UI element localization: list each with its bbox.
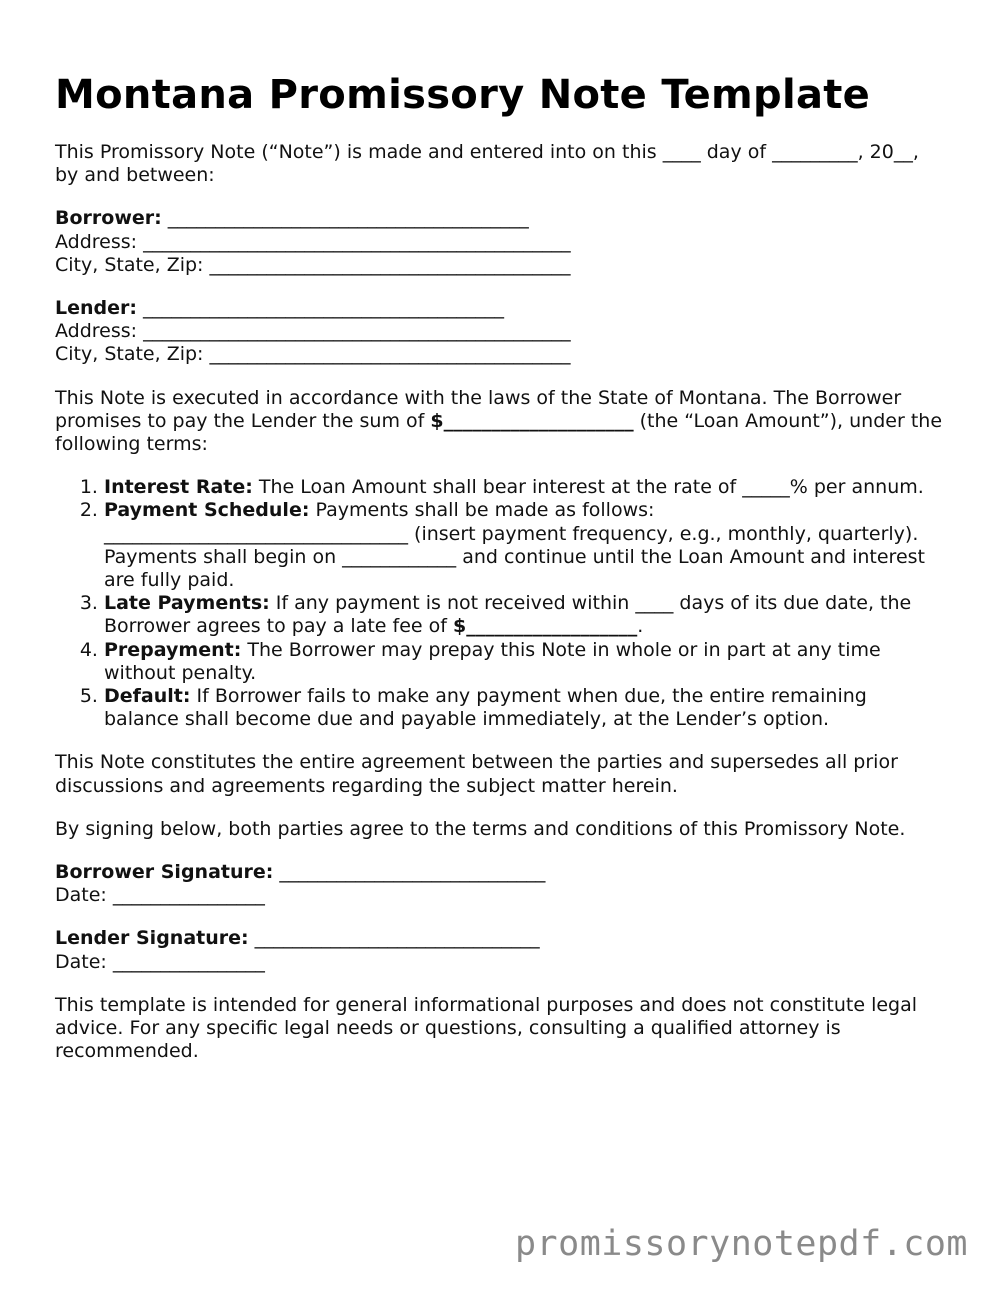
lender-signature-line xyxy=(55,927,945,950)
lender-signature-blank: ______________________________ xyxy=(248,927,540,950)
lender-signature-block xyxy=(55,927,945,973)
term-label: Payment Schedule: xyxy=(104,499,310,522)
borrower-date-line: Date: ________________ xyxy=(55,884,265,907)
term-label: Late Payments: xyxy=(104,592,270,615)
term-text: The Borrower may prepay this Note in whole or in part at any time without penalty. xyxy=(104,638,881,684)
borrower-signature-label: Borrower Signature: xyxy=(55,861,274,884)
term-prepayment xyxy=(104,639,945,685)
borrower-label: Borrower: xyxy=(55,207,162,230)
entire-agreement-paragraph: This Note constitutes the entire agreement between the parties and supersedes all prior discussions and agreements regarding the subject matter herein. xyxy=(55,751,898,797)
borrower-name-blank: ______________________________________ xyxy=(161,207,529,230)
intro-paragraph: This Promissory Note (“Note”) is made and entered into on this ____ day of _________, 20__, by and between: xyxy=(55,141,919,187)
term-text-end: . xyxy=(637,615,644,638)
term-label: Interest Rate: xyxy=(104,476,253,499)
borrower-city-line: City, State, Zip: ______________________________________ xyxy=(55,253,571,276)
borrower-signature-line xyxy=(55,861,945,884)
lender-city-line: City, State, Zip: ______________________________________ xyxy=(55,343,571,366)
document-title: Montana Promissory Note Template xyxy=(55,72,871,118)
terms-intro-paragraph xyxy=(55,387,945,457)
lender-label: Lender: xyxy=(55,297,137,320)
term-label: Default: xyxy=(104,685,191,708)
site-watermark: promissorynotepdf.com xyxy=(514,1224,968,1264)
disclaimer-paragraph: This template is intended for general informational purposes and does not constitute legal advice. For any specific legal needs or questions, consulting a qualified attorney is recommended. xyxy=(55,993,918,1063)
loan-amount-blank: $____________________ xyxy=(430,409,634,432)
term-interest-rate xyxy=(104,476,945,499)
term-text: If Borrower fails to make any payment when due, the entire remaining balance shall become due and payable immediately, at the Lender’s option. xyxy=(104,685,867,731)
late-fee-blank: $__________________ xyxy=(453,615,638,638)
term-payment-schedule xyxy=(104,499,945,592)
term-text: If any payment is not received within ____ days of its due date, the Borrower agrees to pay a late fee of xyxy=(104,592,912,638)
term-text: Payments shall be made as follows: ________________________________ (insert payment frequency, e.g., monthly, quarterly). Payments shall begin on ____________ and continue until the Loan Amount and interest are fully paid. xyxy=(104,499,925,592)
lender-signature-label: Lender Signature: xyxy=(55,927,249,950)
lender-date-line: Date: ________________ xyxy=(55,950,265,973)
signing-statement: By signing below, both parties agree to the terms and conditions of this Promissory Note. xyxy=(55,817,906,840)
term-text: The Loan Amount shall bear interest at the rate of _____% per annum. xyxy=(252,476,924,499)
borrower-address-line: Address: _____________________________________________ xyxy=(55,230,571,253)
document-content xyxy=(55,71,945,1084)
terms-intro-before: This Note is executed in accordance with the laws of the State of Montana. The Borrower promises to pay the Lender the sum of xyxy=(55,386,902,432)
lender-address-line: Address: _____________________________________________ xyxy=(55,320,571,343)
lender-name-line xyxy=(55,297,945,320)
borrower-name-line xyxy=(55,207,945,230)
borrower-block xyxy=(55,207,945,277)
terms-intro-after: (the “Loan Amount”), under the following terms: xyxy=(55,409,943,456)
terms-list xyxy=(55,476,945,731)
term-label: Prepayment: xyxy=(104,638,242,661)
borrower-signature-block xyxy=(55,861,945,907)
term-late-payments xyxy=(104,592,945,638)
term-default xyxy=(104,685,945,731)
lender-name-blank: ______________________________________ xyxy=(136,297,505,320)
lender-block xyxy=(55,297,945,367)
borrower-signature-blank: ____________________________ xyxy=(273,861,546,884)
